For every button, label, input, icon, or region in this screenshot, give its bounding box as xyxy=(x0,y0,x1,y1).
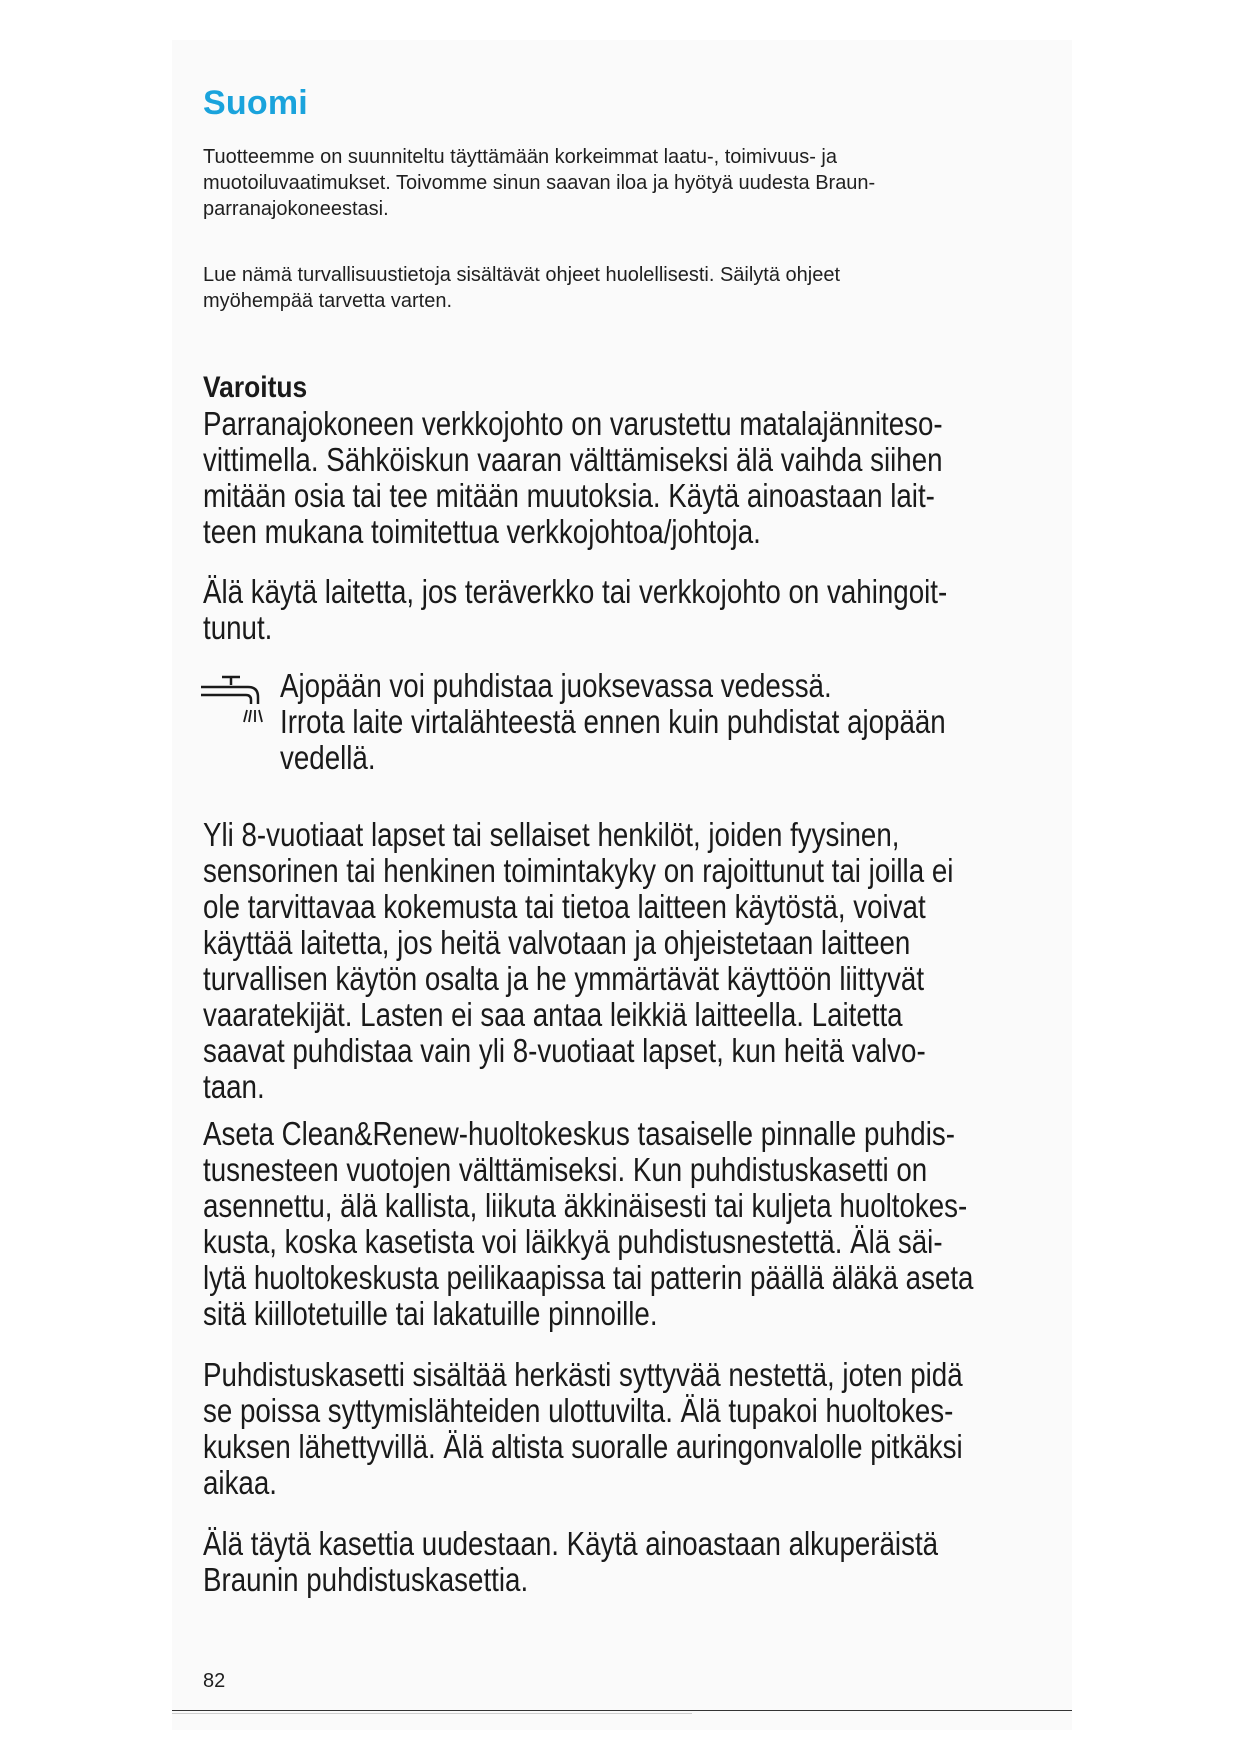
water-cleaning-note xyxy=(200,668,1100,788)
page-number: 82 xyxy=(203,1670,226,1692)
intro-paragraph: Tuotteemme on suunniteltu täyttämään korkeimmat laatu-, toimivuus- ja muotoiluvaatimukset. Toivomme sinun saavan iloa ja hyötyä uudesta Braun- parranajokoneestasi. xyxy=(203,146,876,220)
water-cleaning-text: Ajopään voi puhdistaa juoksevassa vedessä. Irrota laite virtalähteestä ennen kuin puhdistat ajopään vedellä. xyxy=(280,667,946,776)
footer-divider-faint xyxy=(172,1713,692,1714)
warning-heading: Varoitus xyxy=(203,371,308,404)
warning-paragraph-damaged-foil: Älä käytä laitetta, jos teräverkko tai verkkojohto on vahingoit- tunut. xyxy=(203,573,948,646)
footer-divider xyxy=(172,1710,1072,1711)
water-tap-icon xyxy=(200,674,266,732)
page-title: Suomi xyxy=(203,84,308,122)
safety-instructions-note: Lue nämä turvallisuustietoja sisältävät ohjeet huolellisesti. Säilytä ohjeet myöhempää tarvetta varten. xyxy=(203,264,841,312)
warning-paragraph-children: Yli 8-vuotiaat lapset tai sellaiset henkilöt, joiden fyysinen, sensorinen tai henkinen toimintakyky on rajoittunut tai joilla ei ole tarvittavaa kokemusta tai tietoa laitteen käytöstä, voivat käyttää laitetta, jos heitä valvotaan ja ohjeistetaan laitteen turvallisen käytön osalta ja he ymmärtävät käyttöön liittyvät vaaratekijät. Lasten ei saa antaa leikkiä laitteella. Laitetta saavat puhdistaa vain yli 8-vuotiaat lapset, kun heitä valvo- taan. xyxy=(203,816,954,1105)
warning-paragraph-flammable-fluid: Puhdistuskasetti sisältää herkästi syttyvää nestettä, joten pidä se poissa syttymislähteiden ulottuvilta. Älä tupakoi huoltokes- kuksen lähettyvillä. Älä altista suoralle auringonvalolle pitkäksi aikaa. xyxy=(203,1356,963,1501)
warning-paragraph-power-cord: Parranajokoneen verkkojohto on varustettu matalajännitesо- vittimella. Sähköiskun vaaran välttämiseksi älä vaihda siihen mitään osia tai tee mitään muutoksia. Käytä ainoastaan lait- teen mukana toimitettua verkkojohtoa/johtoja. xyxy=(203,405,943,550)
warning-paragraph-cleaning-station: Aseta Clean&Renew-huoltokeskus tasaiselle pinnalle puhdis- tusnesteen vuotojen välttämiseksi. Kun puhdistuskasetti on asennettu, älä kallista, liikuta äkkinäisesti tai kuljeta huoltokes- kusta, koska kasetista voi läikkyä puhdistusnestettä. Älä säi- lytä huoltokeskusta peilikaapissa tai patterin päällä äläkä aseta sitä kiillotetuille tai lakatuille pinnoille. xyxy=(203,1115,974,1332)
warning-paragraph-refill: Älä täytä kasettia uudestaan. Käytä ainoastaan alkuperäistä Braunin puhdistuskasettia. xyxy=(203,1525,939,1598)
